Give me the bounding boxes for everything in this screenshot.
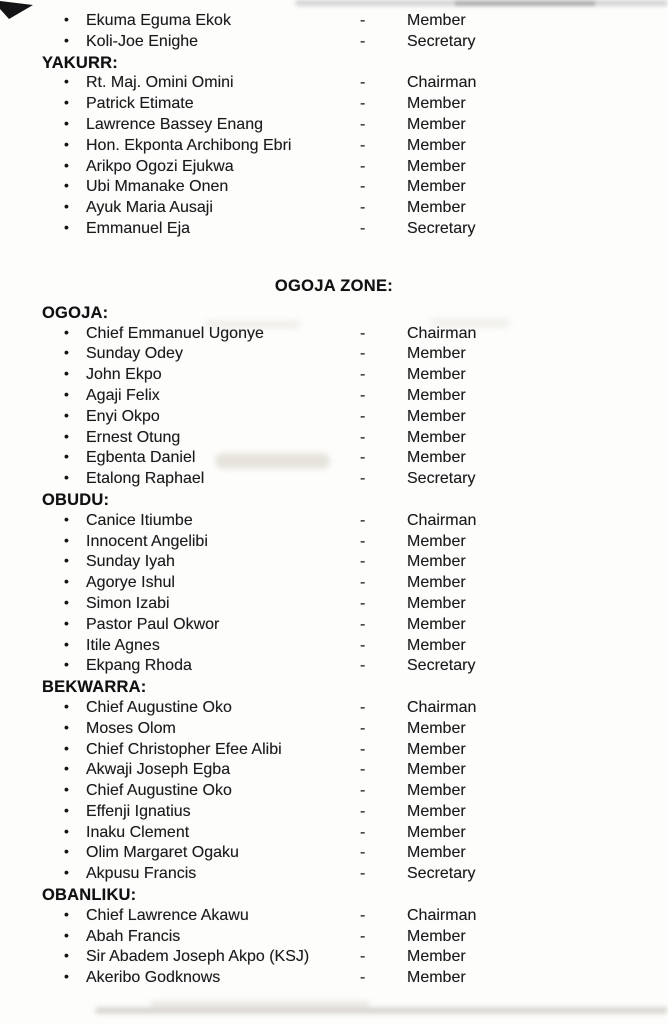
member-role: Chairman: [407, 324, 477, 342]
member-list-item: [0, 865, 668, 886]
member-name: Akpusu Francis: [86, 865, 197, 883]
bullet-icon: •: [64, 697, 69, 714]
bullet-icon: •: [64, 635, 69, 652]
separator-dash: -: [360, 719, 366, 737]
member-name: Arikpo Ogozi Ejukwa: [86, 157, 234, 175]
member-name: Ayuk Maria Ausaji: [86, 199, 213, 217]
bullet-icon: •: [64, 135, 69, 152]
member-name: Akwaji Joseph Egba: [86, 761, 231, 779]
separator-dash: -: [360, 219, 366, 237]
member-name: Etalong Raphael: [86, 470, 205, 488]
section-title: [0, 304, 668, 325]
member-list-item: [0, 158, 668, 179]
bullet-icon: •: [64, 843, 69, 860]
bullet-icon: •: [64, 864, 69, 881]
bullet-icon: •: [64, 406, 69, 423]
member-name: Chief Augustine Oko: [86, 698, 232, 716]
separator-dash: -: [360, 12, 366, 29]
member-role: Member: [407, 761, 466, 779]
member-list-item: [0, 803, 668, 824]
separator-dash: -: [360, 532, 366, 550]
member-name: John Ekpo: [86, 366, 162, 384]
separator-dash: -: [360, 366, 366, 384]
bullet-icon: •: [64, 573, 69, 590]
member-name: Sunday Iyah: [86, 553, 175, 571]
separator-dash: -: [360, 698, 366, 716]
member-role: Member: [407, 615, 466, 633]
member-name: Inaku Clement: [86, 823, 190, 841]
zone-header: [0, 277, 668, 298]
member-name: Chief Christopher Efee Alibi: [86, 740, 282, 758]
member-list-item: [0, 178, 668, 199]
member-name: Ubi Mmanake Onen: [86, 178, 229, 196]
member-name: Canice Itiumbe: [86, 511, 193, 529]
member-role: Secretary: [407, 32, 476, 50]
member-role: Member: [407, 719, 466, 737]
member-name: Emmanuel Eja: [86, 219, 191, 237]
bullet-icon: •: [64, 947, 69, 964]
separator-dash: -: [360, 594, 366, 612]
member-list-item: [0, 12, 668, 33]
member-list-item: [0, 116, 668, 137]
separator-dash: -: [360, 386, 366, 404]
bullet-icon: •: [64, 448, 69, 465]
bullet-icon: •: [64, 822, 69, 839]
member-role: Secretary: [407, 657, 476, 675]
separator-dash: -: [360, 157, 366, 175]
member-list-item: [0, 699, 668, 720]
separator-dash: -: [360, 136, 366, 154]
member-role: Member: [407, 345, 466, 363]
separator-dash: -: [360, 969, 366, 987]
member-list-item: [0, 657, 668, 678]
member-role: Secretary: [407, 865, 476, 883]
member-name: Pastor Paul Okwor: [86, 615, 220, 633]
member-role: Member: [407, 948, 466, 966]
member-name: Abah Francis: [86, 927, 181, 945]
member-list-item: [0, 387, 668, 408]
member-list-item: [0, 220, 668, 241]
separator-dash: -: [360, 95, 366, 113]
separator-dash: -: [360, 782, 366, 800]
member-role: Member: [407, 115, 466, 133]
separator-dash: -: [360, 761, 366, 779]
bullet-icon: •: [64, 718, 69, 735]
separator-dash: -: [360, 470, 366, 488]
section-title: [0, 678, 668, 699]
member-list-item: [0, 782, 668, 803]
separator-dash: -: [360, 511, 366, 529]
separator-dash: -: [360, 553, 366, 571]
member-list-item: [0, 408, 668, 429]
member-role: Member: [407, 636, 466, 654]
member-role: Member: [407, 449, 466, 467]
member-role: Member: [407, 844, 466, 862]
bullet-icon: •: [64, 344, 69, 361]
zone-header-text: OGOJA ZONE:: [274, 276, 394, 295]
member-list-item: [0, 907, 668, 928]
member-list-item: [0, 720, 668, 741]
member-role: Chairman: [407, 698, 477, 716]
bullet-icon: •: [64, 427, 69, 444]
member-list-item: [0, 928, 668, 949]
member-list-item: [0, 199, 668, 220]
separator-dash: -: [360, 74, 366, 92]
member-list-item: [0, 948, 668, 969]
separator-dash: -: [360, 906, 366, 924]
separator-dash: -: [360, 927, 366, 945]
bullet-icon: •: [64, 156, 69, 173]
bullet-icon: •: [64, 94, 69, 111]
member-name: Patrick Etimate: [86, 95, 194, 113]
member-list-item: [0, 345, 668, 366]
bullet-icon: •: [64, 905, 69, 922]
member-name: Sunday Odey: [86, 345, 183, 363]
section-title: [0, 54, 668, 75]
bullet-icon: •: [64, 968, 69, 985]
member-list-item: [0, 95, 668, 116]
section-title-text: YAKURR:: [42, 53, 118, 72]
bullet-icon: •: [64, 739, 69, 756]
bullet-icon: •: [64, 31, 69, 48]
member-name: Akeribo Godknows: [86, 969, 221, 987]
separator-dash: -: [360, 199, 366, 217]
member-role: Member: [407, 157, 466, 175]
bullet-icon: •: [64, 177, 69, 194]
member-list-item: [0, 741, 668, 762]
separator-dash: -: [360, 657, 366, 675]
bullet-icon: •: [64, 218, 69, 235]
member-name: Moses Olom: [86, 719, 176, 737]
bullet-icon: •: [64, 926, 69, 943]
bullet-icon: •: [64, 365, 69, 382]
member-role: Secretary: [407, 470, 476, 488]
member-name: Enyi Okpo: [86, 407, 160, 425]
member-name: Chief Lawrence Akawu: [86, 906, 249, 924]
member-list-item: [0, 74, 668, 95]
member-role: Chairman: [407, 511, 477, 529]
member-role: Member: [407, 574, 466, 592]
section-title-text: OGOJA:: [42, 303, 109, 322]
separator-dash: -: [360, 407, 366, 425]
member-role: Chairman: [407, 906, 477, 924]
separator-dash: -: [360, 844, 366, 862]
member-name: Ekuma Eguma Ekok: [86, 12, 231, 29]
member-list-item: [0, 533, 668, 554]
member-role: Member: [407, 12, 466, 29]
member-name: Chief Emmanuel Ugonye: [86, 324, 264, 342]
member-role: Member: [407, 802, 466, 820]
member-name: Hon. Ekponta Archibong Ebri: [86, 136, 292, 154]
member-role: Member: [407, 95, 466, 113]
member-list-item: [0, 761, 668, 782]
separator-dash: -: [360, 740, 366, 758]
separator-dash: -: [360, 615, 366, 633]
member-list-item: [0, 33, 668, 54]
separator-dash: -: [360, 823, 366, 841]
bullet-icon: •: [64, 114, 69, 131]
member-list-item: [0, 137, 668, 158]
scan-smudge-bottom-2: [150, 1001, 370, 1007]
separator-dash: -: [360, 948, 366, 966]
committee-lists: [0, 12, 668, 990]
bullet-icon: •: [64, 656, 69, 673]
bullet-icon: •: [64, 781, 69, 798]
separator-dash: -: [360, 428, 366, 446]
bullet-icon: •: [64, 198, 69, 215]
member-role: Member: [407, 969, 466, 987]
member-name: Egbenta Daniel: [86, 449, 196, 467]
bullet-icon: •: [64, 73, 69, 90]
member-role: Member: [407, 386, 466, 404]
member-list-item: [0, 969, 668, 990]
member-role: Member: [407, 407, 466, 425]
bullet-icon: •: [64, 469, 69, 486]
member-name: Lawrence Bassey Enang: [86, 115, 263, 133]
bullet-icon: •: [64, 531, 69, 548]
bullet-icon: •: [64, 510, 69, 527]
member-list-item: [0, 512, 668, 533]
section-title-text: BEKWARRA:: [42, 678, 147, 697]
bullet-icon: •: [64, 593, 69, 610]
member-role: Chairman: [407, 74, 477, 92]
bullet-icon: •: [64, 614, 69, 631]
member-name: Ekpang Rhoda: [86, 657, 192, 675]
member-list-item: [0, 595, 668, 616]
member-role: Member: [407, 532, 466, 550]
separator-dash: -: [360, 345, 366, 363]
member-role: Member: [407, 553, 466, 571]
member-name: Chief Augustine Oko: [86, 782, 232, 800]
section-title: [0, 886, 668, 907]
member-list-item: [0, 325, 668, 346]
separator-dash: -: [360, 574, 366, 592]
member-list-item: [0, 470, 668, 491]
member-role: Member: [407, 927, 466, 945]
member-role: Member: [407, 366, 466, 384]
member-list-item: [0, 637, 668, 658]
scan-smudge-top-dark: [455, 1, 595, 6]
separator-dash: -: [360, 802, 366, 820]
separator-dash: -: [360, 636, 366, 654]
bullet-icon: •: [64, 323, 69, 340]
member-list-item: [0, 429, 668, 450]
bullet-icon: •: [64, 385, 69, 402]
member-role: Member: [407, 178, 466, 196]
member-name: Koli-Joe Enighe: [86, 32, 199, 50]
separator-dash: -: [360, 324, 366, 342]
bullet-icon: •: [64, 801, 69, 818]
separator-dash: -: [360, 178, 366, 196]
member-name: Ernest Otung: [86, 428, 181, 446]
member-list-item: [0, 449, 668, 470]
member-role: Secretary: [407, 219, 476, 237]
member-name: Innocent Angelibi: [86, 532, 208, 550]
separator-dash: -: [360, 32, 366, 50]
member-list-item: [0, 824, 668, 845]
bullet-icon: •: [64, 552, 69, 569]
member-name: Sir Abadem Joseph Akpo (KSJ): [86, 948, 310, 966]
member-name: Itile Agnes: [86, 636, 160, 654]
member-role: Member: [407, 594, 466, 612]
member-list-item: [0, 844, 668, 865]
member-list-item: [0, 574, 668, 595]
member-role: Member: [407, 782, 466, 800]
member-name: Agaji Felix: [86, 386, 160, 404]
member-name: Olim Margaret Ogaku: [86, 844, 239, 862]
separator-dash: -: [360, 449, 366, 467]
bullet-icon: •: [64, 760, 69, 777]
scan-smudge-bottom: [95, 1007, 668, 1014]
section-title: [0, 491, 668, 512]
member-role: Member: [407, 199, 466, 217]
member-name: Rt. Maj. Omini Omini: [86, 74, 234, 92]
separator-dash: -: [360, 865, 366, 883]
member-role: Member: [407, 428, 466, 446]
bullet-icon: •: [64, 11, 69, 27]
member-name: Simon Izabi: [86, 594, 170, 612]
member-role: Member: [407, 136, 466, 154]
member-list-item: [0, 366, 668, 387]
section-title-text: OBUDU:: [42, 490, 110, 509]
member-name: Effenji Ignatius: [86, 802, 191, 820]
member-name: Agorye Ishul: [86, 574, 175, 592]
section-title-text: OBANLIKU:: [42, 886, 137, 905]
separator-dash: -: [360, 115, 366, 133]
member-list-item: [0, 553, 668, 574]
member-list-item: [0, 616, 668, 637]
member-role: Member: [407, 740, 466, 758]
member-role: Member: [407, 823, 466, 841]
